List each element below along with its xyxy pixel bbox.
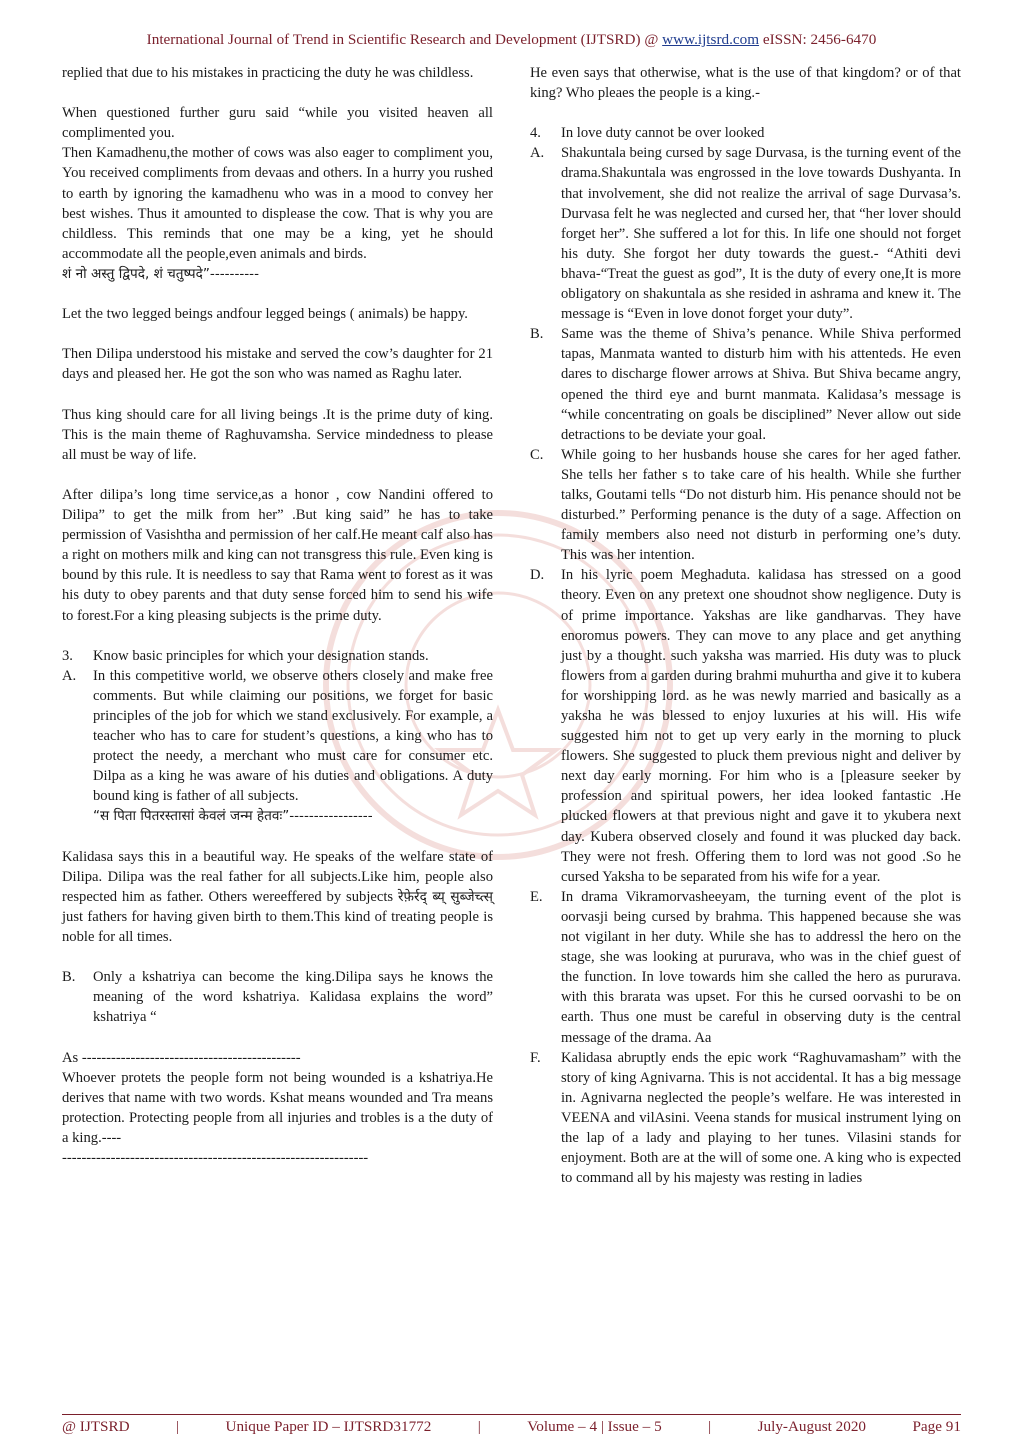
paragraph: After dilipa’s long time service,as a honor , cow Nandini offered to Dilipa” to get the milk from her” .But king said” he has to take permission of Vasishtha and permission of her calf.He meant calf also has a right on mothers milk and king can not transgress this rule. Even king is bound by this rule. It is needless to say that Rama went to forest as it was his duty to obey parents and that duty sense forced him to send his wife to forest.For a king pleasing subjects is the prime duty. — [62, 486, 493, 624]
footer-journal: @ IJTSRD — [62, 1418, 130, 1435]
list-text: In his lyric poem Meghaduta. kalidasa has stressed on a good theory. Even on any pretext one shoudnot show negligence. Duty is of prime importance. Yakshas are like gandharvas. They have enoromus powers. They can move to any place and get anything just by a thought. such yaksha was married. His duty was to pluck flowers from a garden during brahmi muhurtha and give it to kubera for worshipping lord. as he was newly married and basically as a yaksha he was blessed to enjoy luxuries at his will. His wife suggested him not to get up very early in the morning to pluck flowers. She suggested to pluck them previous night and deliver by next day early morning. For him who is a [pleasure seeker by profession and spiritual powers, her idea looked fantastic .He plucked flowers at that previous night and gave it to ykubera next day. Kubera observed closely and found it was plucked day back. They were not fresh. Offering them to lord was not good .So he cursed Yaksha to be separated from his wife for a year. — [561, 567, 961, 885]
paragraph — [62, 847, 493, 947]
footer-separator: | — [477, 1418, 481, 1435]
list-item — [530, 565, 961, 887]
list-marker: C. — [530, 446, 544, 463]
list-marker: 3. — [62, 647, 73, 664]
list-item — [62, 646, 493, 666]
list-item — [530, 324, 961, 445]
paragraph-text: Kalidasa says this in a beautiful way. He speaks of the welfare state of Dilipa. Dilipa was the real father for all subjects.Like him, people also respected him as father. Others wereeffered by subjects — [62, 848, 493, 905]
paragraph: Let the two legged beings andfour legged beings ( animals) be happy. — [62, 306, 468, 323]
list-item — [530, 887, 961, 1048]
header-suffix: eISSN: 2456-6470 — [759, 31, 877, 48]
list-text: Only a kshatriya can become the king.Dilipa says he knows the meaning of the word kshatriya. Kalidasa explains the word” kshatriya “ — [93, 969, 493, 1026]
paragraph: Then Dilipa understood his mistake and served the cow’s daughter for 21 days and pleased her. He got the son who was named as Raghu later. — [62, 346, 493, 383]
list-text — [93, 666, 493, 827]
list-marker: A. — [62, 667, 77, 684]
dashed-rule-text: --------------------------------------------------------------- — [62, 1150, 369, 1167]
list-marker: 4. — [530, 125, 541, 142]
footer-separator: | — [708, 1418, 712, 1435]
list-text: While going to her husbands house she cares for her aged father. She tells her father s to take care of his health. While she further talks, Goutami tells “Do not disturb him. His penance should not be disturbed.” Performing penance is the duty of a sage. Affection on family members also need not disturb in performing one’s duty. This was her intention. — [561, 446, 961, 564]
paragraph: As --------------------------------------------- — [62, 1049, 301, 1066]
left-column — [62, 63, 493, 1168]
footer-volume: Volume – 4 | Issue – 5 — [527, 1418, 662, 1435]
journal-link[interactable]: www.ijtsrd.com — [662, 31, 760, 48]
list-marker: D. — [530, 567, 545, 584]
list-item — [530, 445, 961, 566]
list-text: Same was the theme of Shiva’s penance. While Shiva performed tapas, Manmata wanted to disturb him with his attenteds. He even dares to discharge flower arrows at Shiva. But Shiva became angry, opened the third eye and burnt manmata. Kalidasa’s message is “while concentrating on goals be disciplined” Never allow out side detractions to be deviate your goal. — [561, 326, 961, 443]
sanskrit-verse: शं नो अस्तु द्विपदे, शं चतुष्पदे”---------- — [62, 265, 259, 282]
paragraph: Then Kamadhenu,the mother of cows was also eager to compliment you, You received compliments from devaas and others. In a hurry you rushed to earth by ignoring the kamadhenu who was in a mood to convey her best wishes. Thus it amounted to displease the cow. That is why you are childless. This reminds that one may be a king, yet he should accommodate all the people,even animals and birds. — [62, 145, 493, 262]
footer-rule — [62, 1414, 961, 1415]
sanskrit-verse: “स पिता पितरस्तासां केवलं जन्म हेतवः”----------------- — [93, 808, 373, 825]
list-text-body: In this competitive world, we observe others closely and make free comments. But while claiming our positions, we forget for basic principles of the job for which we stand exclusively. For example, a teacher who has to care for student’s questions, a king who has to protect the needy, a merchant who must care for consumer etc. Dilpa as a king he was aware of his duties and obligations. A duty bound king is father of all subjects. — [93, 667, 493, 805]
list-item — [530, 1048, 961, 1189]
paragraph-text: just fathers for having given birth to them.This kind of treating people is noble for all times. — [62, 908, 493, 946]
paragraph: Thus king should care for all living beings .It is the prime duty of king. This is the main theme of Raghuvamsha. Service mindedness to please all must be way of life. — [62, 406, 493, 463]
right-column — [530, 63, 961, 1188]
footer-page-number: Page 91 — [912, 1418, 961, 1435]
list-item — [530, 123, 961, 143]
list-marker: B. — [62, 969, 76, 986]
list-item — [62, 666, 493, 827]
list-marker: A. — [530, 145, 545, 162]
footer-separator: | — [176, 1418, 180, 1435]
list-text: Kalidasa abruptly ends the epic work “Raghuvamasham” with the story of king Agnivarna. This is not accidental. It has a big message in. Agnivarna neglected the people’s welfare. He was interested in VEENA and vilAsini. Veena stands for musical instrument lying on the lap of a lady and playing to her tunes. Vilasini stands for enjoyment. Both are at the will of some one. A king who is expected to command all by his majesty was resting in ladies — [561, 1049, 961, 1187]
paragraph: He even says that otherwise, what is the use of that kingdom? or of that king? Who pleaes the people is a king.- — [530, 65, 961, 102]
footer-paper-id: Unique Paper ID – IJTSRD31772 — [225, 1418, 432, 1435]
list-text: In love duty cannot be over looked — [561, 125, 765, 142]
paragraph: When questioned further guru said “while you visited heaven all complimented you. — [62, 105, 493, 142]
paragraph: Whoever protets the people form not being wounded is a kshatriya.He derives that name with two words. Kshat means wounded and Tra means protection. Protecting people from all injuries and trobles is a the duty of a king.---- — [62, 1069, 493, 1146]
list-marker: F. — [530, 1049, 541, 1066]
sanskrit-phrase: रेफ़ेर्रद् ब्य् सुब्जेच्त्स् — [397, 888, 493, 905]
list-text: In drama Vikramorvasheeyam, the turning event of the plot is oorvasji being cursed by brahma. This happened because she was not vigilant in her duty. While she has to addressl the hero on the stage, she was looking at pururava, who was in the chief guest of the function. In love towards him she called the hero as pururava. with this brarata was upset. For this he cursed oorvashi to be on earth. Thus one must be careful in observing duty is the central message of the drama. Aa — [561, 888, 961, 1046]
paragraph: replied that due to his mistakes in practicing the duty he was childless. — [62, 65, 474, 81]
header-prefix: International Journal of Trend in Scientific Research and Development (IJTSRD) @ — [146, 31, 663, 48]
list-marker: E. — [530, 888, 543, 905]
list-item — [530, 143, 961, 324]
running-header — [0, 31, 1023, 49]
list-text: Shakuntala being cursed by sage Durvasa, is the turning event of the drama.Shakuntala was engrossed in the love towards Dushyanta. In that involvement, she did not realize the arrival of sage Durvasa’s. Durvasa felt he was neglected and cursed her, that “her lover should forget her”. She suffered a lot for this. In life one should not forget his duty. She forgot her duty towards the guest.- “Athiti devi bhava-“Treat the guest as god”, It is the duty of every one,It is more obligatory on shakuntala as she resided in ashrama and knew it. The message is “Even in love donot forget your duty”. — [561, 145, 961, 323]
list-text: Know basic principles for which your designation stands. — [93, 647, 429, 664]
list-marker: B. — [530, 326, 544, 343]
running-footer — [62, 1418, 961, 1436]
list-item — [62, 967, 493, 1027]
footer-date: July-August 2020 — [757, 1418, 867, 1435]
